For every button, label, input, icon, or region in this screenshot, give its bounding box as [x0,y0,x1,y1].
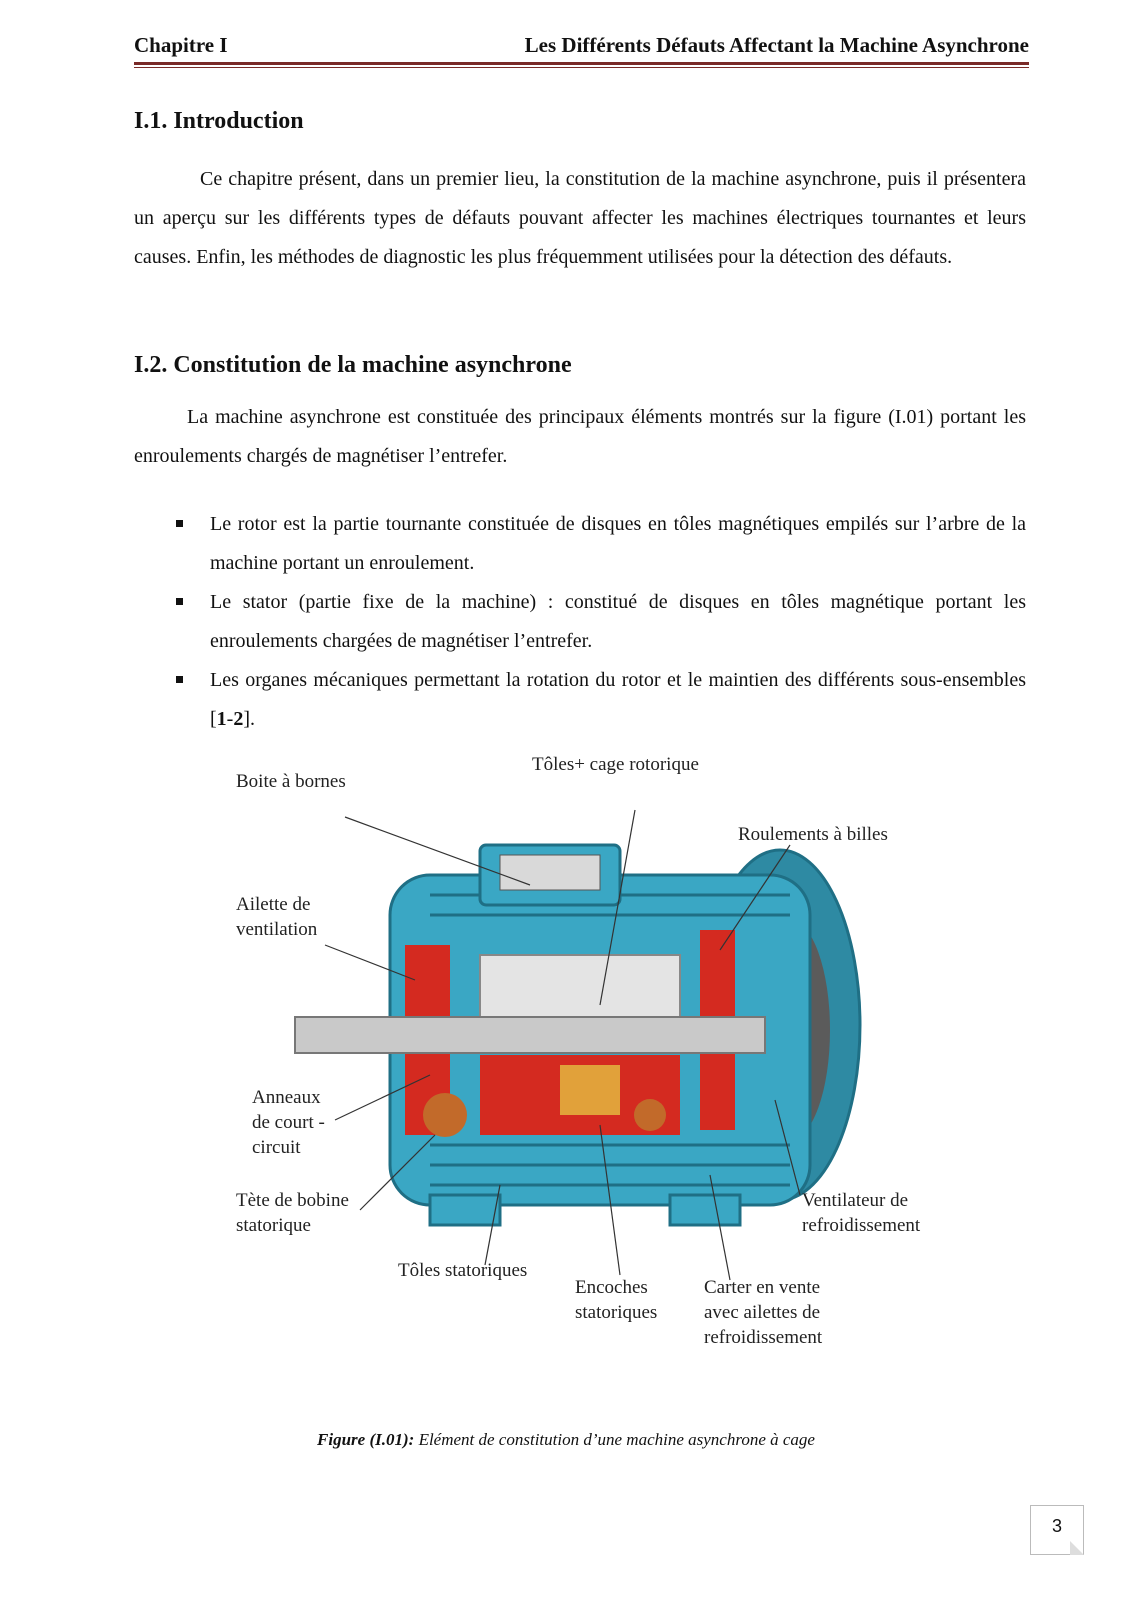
section-heading-introduction: I.1. Introduction [134,108,304,134]
list-item [134,583,1026,661]
bullet-square-icon [176,676,183,683]
list-item [134,505,1026,583]
figure-caption [0,1430,1132,1450]
label-rotor-laminations: Tôles+ cage rotorique [532,754,699,775]
list-item-text: Le stator (partie fixe de la machine) : constitué de disques en tôles magnétique portant les enroulements chargées de magnétiser l’entrefer. [210,591,1026,652]
coil-head-right [634,1099,666,1131]
label-line: Tète de bobine [236,1190,349,1211]
label-line: de court - [252,1112,325,1133]
label-line: avec ailettes de [704,1302,821,1323]
label-coil-head [236,1188,349,1238]
label-cooling-fan [802,1188,920,1238]
page-number-text: 3 [1051,1516,1062,1536]
label-fan-blade [236,892,317,942]
header-title: Les Différents Défauts Affectant la Machine Asynchrone [524,33,1029,57]
reference-close: ]. [243,708,256,730]
reference-separator: - [226,708,234,730]
label-short-circuit-rings [252,1085,325,1160]
label-stator-laminations: Tôles statoriques [398,1260,528,1281]
header-rule [134,62,1029,65]
figure-caption-label: Figure (I.01): [317,1430,415,1449]
component-list [134,505,1026,739]
stator-winding [560,1065,620,1115]
page-number [1030,1505,1084,1555]
label-line: Carter en vente [704,1277,821,1298]
page-header [134,33,1029,63]
reference-number: 2 [233,708,244,730]
label-line: Encoches [575,1277,648,1298]
figure-caption-text: Elément de constitution d’une machine asynchrone à cage [414,1430,815,1449]
label-line: statoriques [575,1302,658,1323]
label-line: statorique [236,1215,311,1236]
bullet-square-icon [176,598,183,605]
reference-number: 1 [216,708,227,730]
label-finned-casing [704,1275,822,1350]
motor-figure [230,755,970,1375]
label-ball-bearings: Roulements à billes [738,824,888,845]
label-line: ventilation [236,919,318,940]
bullet-square-icon [176,520,183,527]
list-item [134,661,1026,739]
motor-foot-right [670,1195,740,1225]
constitution-paragraph: La machine asynchrone est constituée des principaux éléments montrés sur la figure (I.01) portant les enroulements chargés de magnétiser l’entrefer. [134,406,1026,467]
label-line: refroidissement [802,1215,921,1236]
label-stator-slots [575,1275,657,1325]
header-chapter: Chapitre I [134,33,228,57]
label-line: Ailette de [236,894,311,915]
label-terminal-box: Boite à bornes [236,771,346,792]
label-line: circuit [252,1137,301,1158]
label-line: refroidissement [704,1327,823,1348]
label-line: Ventilateur de [802,1190,909,1211]
list-item-text: Les organes mécaniques permettant la rotation du rotor et le maintien des différents sous-ensembles [ [210,669,1026,730]
label-line: Anneaux [252,1087,321,1108]
section-heading-constitution: I.2. Constitution de la machine asynchrone [134,352,572,378]
page-fold-icon [1070,1541,1084,1555]
intro-paragraph: Ce chapitre présent, dans un premier lieu, la constitution de la machine asynchrone, puis il présentera un aperçu sur les différents types de défauts pouvant affecter les machines électriques tournantes et leurs causes. Enfin, les méthodes de diagnostic les plus fréquemment utilisées pour la détection des défauts. [134,168,1026,268]
header-rule-thin [134,67,1029,68]
coil-head-left [423,1093,467,1137]
shaft [295,1017,765,1053]
list-item-text: Le rotor est la partie tournante constituée de disques en tôles magnétiques empilés sur l’arbre de la machine portant un enroulement. [210,513,1026,574]
terminal-block [500,855,600,890]
motor-foot-left [430,1195,500,1225]
